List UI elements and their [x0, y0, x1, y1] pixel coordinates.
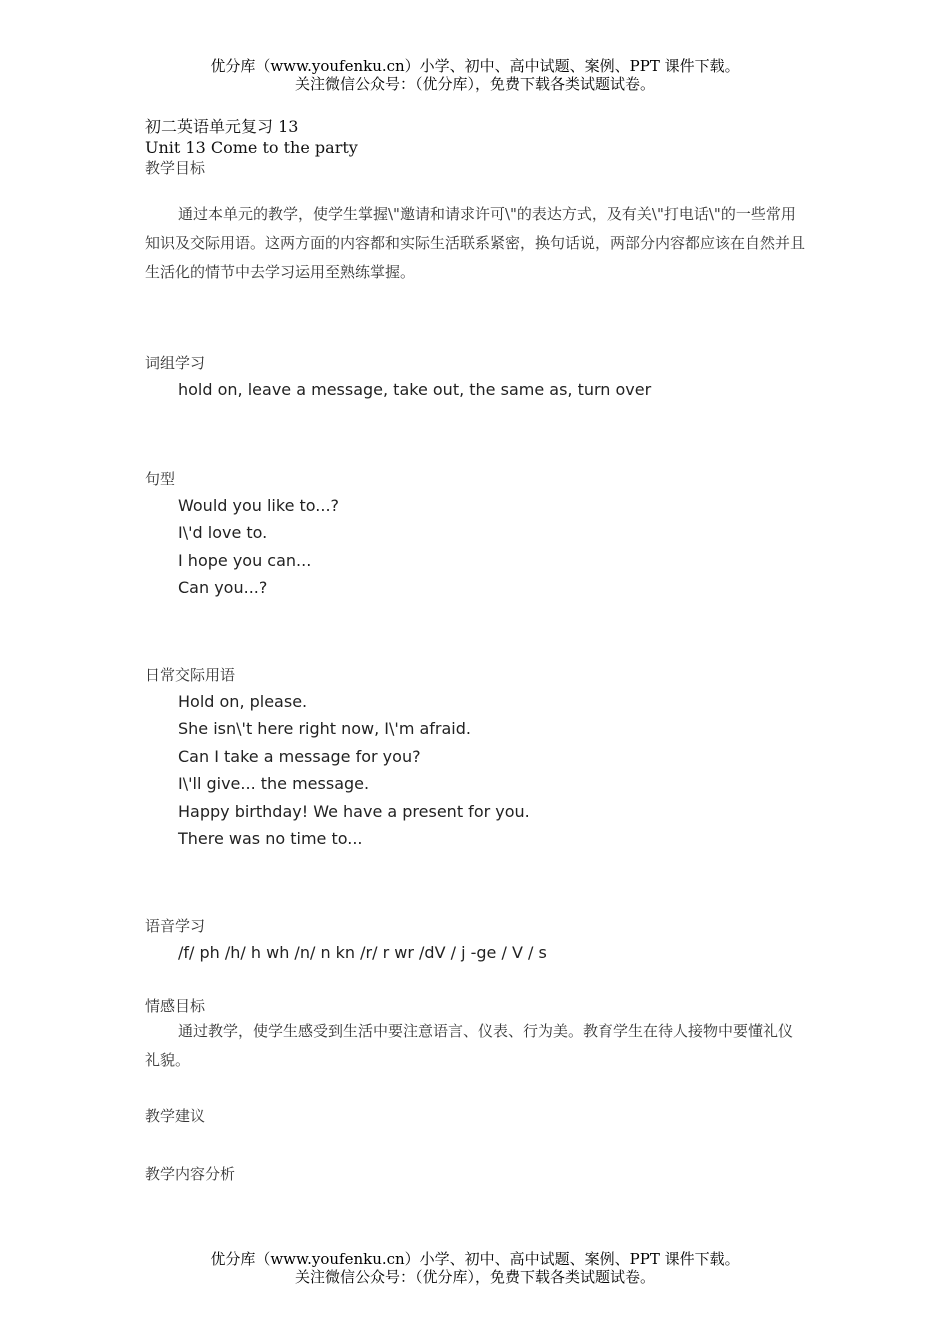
emotion-paragraph: 通过教学，使学生感受到生活中要注意语言、仪表、行为美。教育学生在待人接物中要懂礼仪礼貌。: [145, 1022, 794, 1069]
patterns-list: [145, 492, 805, 602]
header-line-2: 关注微信公众号：（优分库），免费下载各类试题试卷。: [294, 75, 655, 93]
header-line-1: 优分库（www.youfenku.cn）小学、初中、高中试题、案例、PPT 课件下载。: [210, 57, 740, 75]
phonetics-line: /f/ ph /h/ h wh /n/ n kn /r/ r wr /dV / j -ge / V / s: [178, 942, 547, 962]
daily-expressions-heading: 日常交际用语: [145, 665, 236, 684]
phrases-heading: 词组学习: [145, 354, 206, 372]
pattern-item: Can you...?: [178, 578, 268, 597]
daily-expression-item: Hold on, please.: [178, 691, 308, 711]
phrases-line: hold on, leave a message, take out, the same as, turn over: [178, 380, 652, 399]
footer-line-1: 优分库（www.youfenku.cn）小学、初中、高中试题、案例、PPT 课件下载。: [210, 1250, 740, 1268]
patterns-heading: 句型: [145, 469, 176, 488]
phonetics-heading: 语音学习: [145, 916, 206, 935]
pattern-item: I hope you can...: [178, 550, 312, 570]
emotion-heading: 情感目标: [145, 997, 206, 1015]
daily-expression-item: She isn\'t here right now, I\'m afraid.: [178, 719, 471, 738]
footer-line-2: 关注微信公众号：（优分库），免费下载各类试题试卷。: [294, 1268, 655, 1286]
daily-expressions-list: [145, 688, 805, 853]
document-body: [145, 116, 805, 1184]
goals-heading: 教学目标: [145, 159, 206, 177]
page-footer: [0, 1250, 950, 1286]
pattern-item: I\'d love to.: [178, 523, 268, 542]
suggestion-heading: 教学建议: [145, 1107, 206, 1125]
unit-title: Unit 13 Come to the party: [145, 138, 358, 157]
goals-paragraph: 通过本单元的教学，使学生掌握\"邀请和请求许可\"的表达方式，及有关\"打电话\"的一些常用知识及交际用语。这两方面的内容都和实际生活联系紧密，换句话说，两部分内容都应该在自然并且生活化的情节中去学习运用至熟练掌握。: [145, 205, 806, 281]
pattern-item: Would you like to...?: [178, 495, 340, 515]
page-header: [0, 57, 950, 93]
content-analysis-heading: 教学内容分析: [145, 1165, 236, 1183]
document-title: 初二英语单元复习 13: [145, 117, 299, 136]
daily-expression-item: Can I take a message for you?: [178, 746, 421, 766]
daily-expression-item: Happy birthday! We have a present for you.: [178, 801, 530, 821]
daily-expression-item: There was no time to...: [178, 829, 363, 848]
daily-expression-item: I\'ll give... the message.: [178, 774, 370, 793]
